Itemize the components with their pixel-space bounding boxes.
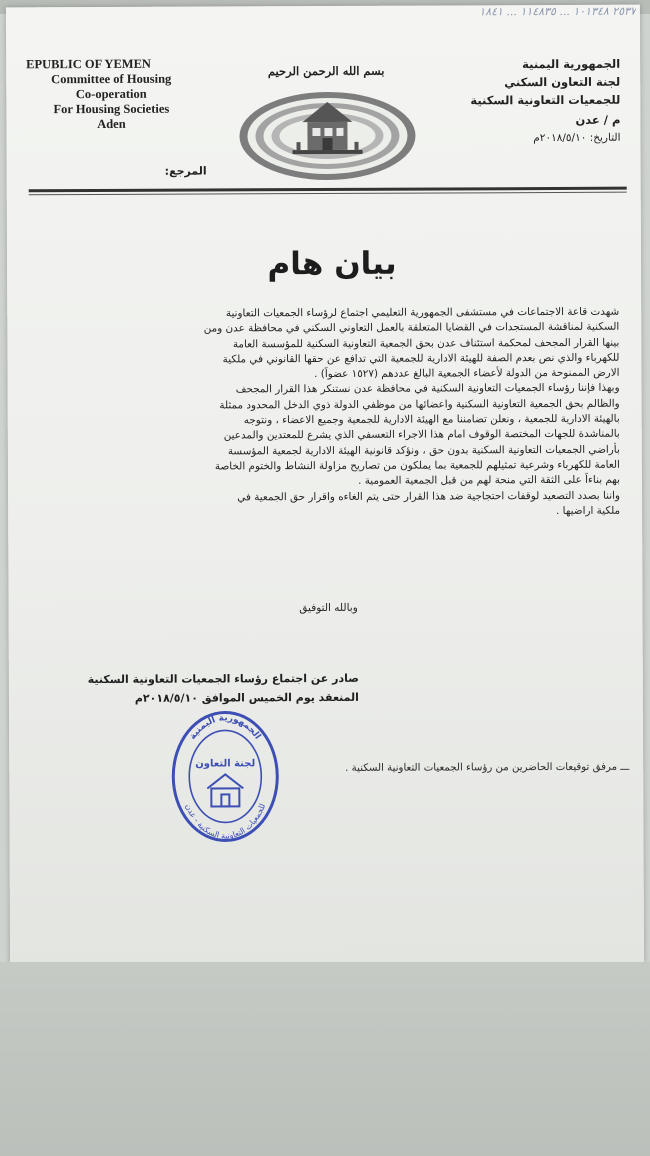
body-line: واننا بصدد التصعيد لوقفات احتجاجية ضد هذا القرار حتى يتم الغاءه واقرار حق الجمعية في: [237, 489, 621, 503]
body-line: شهدت قاعة الاجتماعات في مستشفى الجمهورية التعليمي اجتماع لرؤساء الجمعيات التعاونية: [225, 305, 620, 320]
issuer-date-line: المنعقد يوم الخميس الموافق ٢٠١٨/٥/١٠م: [134, 690, 359, 705]
issuer-line: صادر عن اجتماع رؤساء الجمعيات التعاونية السكنية: [87, 671, 359, 687]
basmala: بسم الله الرحمن الرحيم: [267, 63, 385, 79]
document-page: [6, 5, 644, 966]
body-line: بينها القرار المجحف لمحكمة استئناف عدن بحق الجمعية التعاونية السكنية للمؤسسة العامة: [232, 336, 620, 350]
letterhead-en-line: EPUBLIC OF YEMEN: [26, 56, 151, 72]
body-line: ملكية اراضيها .: [556, 504, 621, 517]
stamp-outer-text: الجمهورية اليمنية: [187, 713, 263, 742]
header-divider-thin: [29, 192, 627, 196]
body-line: بالهيئة الادارية للجمعية ، ونعلن تضامننا مع الهيئة الادارية للجمعية وجميع الاعضاء ، ونتوجه: [243, 412, 620, 427]
reference-label: المرجع:: [164, 164, 207, 178]
body-line: للكهرباء والذي نص بعدم الصفة للهيئة الادارية للجمعية التي تدافع عن حقها القانوني في ملكية: [222, 351, 620, 366]
statement-title: بيان هام: [267, 245, 397, 283]
body-line: وبهذا فإننا رؤساء الجمعيات التعاونية السكنية في محافظة عدن نستنكر هذا القرار المجحف: [235, 382, 620, 396]
body-line: السكنية لمناقشة المستجدات في القضايا المتعلقة بالعمل التعاوني السكني في محافظة عدن ومن: [203, 321, 620, 335]
official-stamp: [169, 708, 282, 844]
number-label: م / عدن: [575, 112, 621, 127]
issuer-block: [89, 669, 359, 708]
letterhead-ar-line: لجنة التعاون السكني: [504, 74, 621, 90]
body-line: الارض الممنوحة من الدولة لأعضاء الجمعية البالغ عددهم (١٥٢٧ عضواً) .: [314, 366, 620, 381]
letterhead-ar-line: للجمعيات التعاونية السكنية: [470, 92, 621, 108]
english-letterhead: [26, 57, 196, 133]
body-line: بالمناشدة للجهات المختصة الوقوف امام هذا الاجراء التعسفي الذي يشرع للمعتدين والمدعين: [223, 428, 620, 442]
body-line: العامة للكهرباء وشرعية تمثيلهم للجمعية بما يملكون من تصاريح مزاولة النشاط والختوم الخاصة: [214, 458, 620, 473]
letterhead-en-line: Committee of Housing: [51, 71, 172, 87]
stamp-house-icon: [207, 774, 243, 806]
statement-body: [39, 305, 620, 522]
body-line: بأراضي الجمعيات التعاونية السكنية بدون حق ، ونؤكد قانونية الهيئة الادارية لجمعية المؤسسة: [227, 443, 620, 458]
date-label: التاريخ: ٢٠١٨/٥/١٠م: [533, 131, 621, 145]
desk-surface: [0, 962, 650, 1156]
letterhead-en-line: For Housing Societies: [53, 101, 170, 117]
body-line: بهم بناءاً على الثقة التي منحة لهم من قبل الجمعية العمومية .: [358, 473, 621, 488]
committee-logo: [232, 86, 422, 183]
handwritten-scrawl: ٢٥٣٧ ١٠١٣٤٨ ... ١١٤٨٣٥ ... ١٨٤١: [479, 4, 636, 19]
letterhead-en-line: Aden: [97, 116, 126, 131]
closing-line: وبالله التوفيق: [299, 601, 358, 615]
letterhead-ar-line: الجمهورية اليمنية: [522, 56, 621, 72]
body-line: والظالم بحق الجمعية التعاونية السكنية واعضائها من موظفي الدولة ذوي الدخل المحدود ممثلة: [219, 397, 620, 412]
letterhead-en-line: Co-operation: [75, 86, 147, 102]
arabic-letterhead: [430, 55, 620, 148]
stamp-inner-text: لجنة التعاون: [195, 758, 256, 770]
stamp-bottom-text: للجمعيات التعاونية السكنية - عدن: [183, 802, 268, 841]
attachment-note: ـــ مرفق توقيعات الحاضرين من رؤساء الجمعيات التعاونية السكنية .: [345, 761, 630, 774]
